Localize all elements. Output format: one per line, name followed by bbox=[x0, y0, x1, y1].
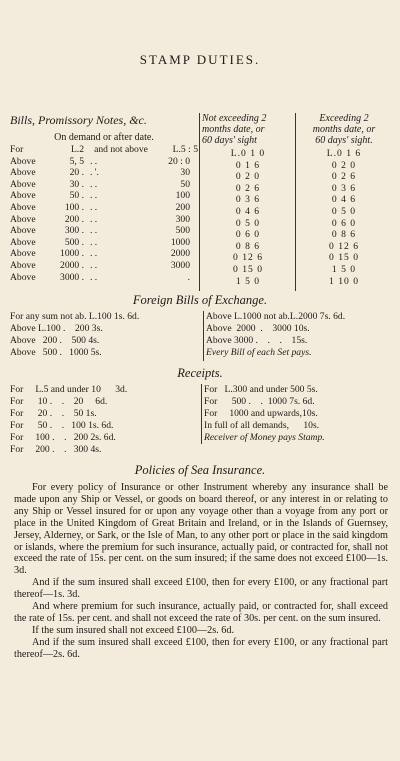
bills-row-dots: . . bbox=[90, 248, 98, 260]
insurance-paragraph: For every policy of Insurance or other Instrument whereby any insurance shall be made upon any Ship or Vessel, or goods on board thereof, or any interest in or relating to any Ship or Vessel insured for or upon any voyage other than a voyage from any port or place in the United Kingdom of Great Britain and Ireland, or in the Islands of Guernsey, Jersey, Alderney, or Sark, or the Isle of Man, to any other port or place in the said kingdom or islands, where the premium for such insurance, actually paid, or contracted for, shall not exceed the rate of 15s. per cent. on the sum insured; if the same does not exceed £100—1s. 3d. bbox=[14, 482, 388, 577]
bills-row-from: 200 . bbox=[64, 213, 84, 225]
bills-row-dots: . . bbox=[90, 155, 98, 167]
bills-row-label: Above bbox=[10, 248, 36, 260]
bills-row-dots: . . bbox=[90, 225, 98, 237]
duty-amount: 0 2 0 bbox=[331, 159, 357, 171]
bills-row bbox=[10, 190, 198, 202]
receipts-line: For 500 . . 1000 7s. 6d. bbox=[204, 396, 315, 407]
receipts-line: In full of all demands, 10s. bbox=[204, 420, 320, 431]
duty-amount: 0 3 6 bbox=[235, 194, 261, 206]
bills-row-dots: . . bbox=[90, 271, 98, 283]
duty-amount: 0 5 0 bbox=[331, 205, 357, 217]
duty-amount: 0 1 6 bbox=[235, 159, 261, 171]
duty-amount: 0 6 0 bbox=[331, 217, 357, 229]
bills-row-from: 20 . bbox=[69, 167, 84, 179]
duty-amount: 0 4 6 bbox=[235, 205, 261, 217]
receipts-line: Receiver of Money pays Stamp. bbox=[204, 432, 325, 443]
bills-row-label: Above bbox=[10, 225, 36, 237]
bills-row-from: 3000 . bbox=[60, 271, 84, 283]
receipts-line: For L.300 and under 500 5s. bbox=[204, 384, 318, 395]
bills-row-label: Above bbox=[10, 178, 36, 190]
exceeding-header-2: months date, or bbox=[312, 124, 376, 135]
bills-row-to: 200 bbox=[175, 201, 190, 213]
bills-col-header: For L.2 and not above L.5 : 5 bbox=[10, 144, 198, 155]
exceeding-column bbox=[298, 113, 390, 287]
duty-amount: L.0 1 6 bbox=[326, 148, 362, 159]
foreign-bills-line: For any sum not ab. L.100 1s. 6d. bbox=[10, 311, 140, 322]
bills-row bbox=[10, 248, 198, 260]
foreign-bills-line: Above 200 . 500 4s. bbox=[10, 335, 100, 346]
exceeding-values bbox=[298, 148, 390, 287]
foreign-bills-left bbox=[10, 311, 202, 359]
bills-row-to: . bbox=[187, 271, 190, 283]
bills-row-label: Above bbox=[10, 213, 36, 225]
column-divider bbox=[295, 113, 296, 291]
bills-row-from: 1000 . bbox=[60, 248, 84, 260]
receipts-line: For 100 . . 200 2s. 6d. bbox=[10, 432, 116, 443]
bills-row-to: 20 : 0 bbox=[168, 155, 190, 167]
duty-amount: 0 12 6 bbox=[233, 252, 263, 264]
column-divider bbox=[199, 113, 200, 291]
bills-row-label: Above bbox=[10, 167, 36, 179]
bills-row bbox=[10, 272, 198, 284]
duty-amount: 0 2 0 bbox=[235, 171, 261, 183]
receipts-line: For 20 . . 50 1s. bbox=[10, 408, 97, 419]
bills-row-from: 30 . bbox=[69, 178, 84, 190]
bills-row-from: 50 . bbox=[69, 190, 84, 202]
bills-row-dots: . . bbox=[90, 213, 98, 225]
bills-row-label: Above bbox=[10, 271, 36, 283]
duty-amount: 0 12 6 bbox=[329, 240, 359, 252]
column-divider bbox=[201, 384, 202, 444]
bills-row bbox=[10, 202, 198, 214]
foreign-bills-line: Above 2000 . 3000 10s. bbox=[206, 323, 310, 334]
foreign-bills-line: Above 500 . 1000 5s. bbox=[10, 347, 102, 358]
foreign-bills-line: Above L.1000 not ab.L.2000 7s. 6d. bbox=[206, 311, 346, 322]
bills-row bbox=[10, 260, 198, 272]
bills-rows bbox=[10, 156, 198, 284]
insurance-text bbox=[14, 482, 388, 661]
receipts-right bbox=[204, 384, 390, 444]
bills-row bbox=[10, 237, 198, 249]
bills-row-dots: . . bbox=[90, 190, 98, 202]
duty-amount: 1 10 0 bbox=[329, 275, 359, 287]
duty-amount: 0 3 6 bbox=[331, 182, 357, 194]
not-exceeding-column bbox=[202, 113, 294, 287]
insurance-paragraph: And if the sum insured shall exceed £100, then for every £100, or any fractional part thereof—2s. 6d. bbox=[14, 636, 388, 660]
bills-row-to: 30 bbox=[180, 167, 190, 179]
bills-row-label: Above bbox=[10, 201, 36, 213]
exceeding-header-1: Exceeding 2 bbox=[319, 113, 369, 124]
duty-amount: 0 8 6 bbox=[235, 240, 261, 252]
foreign-bills-line: Above L.100 . 200 3s. bbox=[10, 323, 103, 334]
bills-row-label: Above bbox=[10, 155, 36, 167]
bills-row-from: 500 . bbox=[64, 236, 84, 248]
foreign-bills-line: Above 3000 . . . 15s. bbox=[206, 335, 308, 346]
duty-amount: 0 8 6 bbox=[331, 229, 357, 241]
bills-row-from: 100 . bbox=[64, 201, 84, 213]
not-exceeding-header-1: Not exceeding 2 bbox=[202, 113, 267, 124]
duty-amount: 0 5 0 bbox=[235, 217, 261, 229]
exceeding-header-3: 60 days' sight. bbox=[315, 135, 373, 146]
bills-heading: Bills, Promissory Notes, &c. bbox=[10, 113, 147, 127]
bills-row-from: 300 . bbox=[64, 225, 84, 237]
bills-amount-column bbox=[10, 113, 198, 283]
bills-row-to: 1000 bbox=[170, 236, 190, 248]
receipts-line: For 200 . . 300 4s. bbox=[10, 444, 102, 455]
duty-amount: 1 5 0 bbox=[331, 263, 357, 275]
bills-row bbox=[10, 167, 198, 179]
duty-amount: L.0 1 0 bbox=[230, 148, 266, 159]
bills-table bbox=[10, 113, 390, 291]
bills-row-dots: . . bbox=[90, 259, 98, 271]
insurance-paragraph: And if the sum insured shall exceed £100, then for every £100, or any fractional part thereof—1s. 3d. bbox=[14, 577, 388, 601]
bills-row-from: 5, 5 bbox=[69, 155, 84, 167]
bills-row-label: Above bbox=[10, 236, 36, 248]
bills-row-to: 100 bbox=[175, 190, 190, 202]
not-exceeding-values bbox=[202, 148, 294, 287]
bills-row-to: 3000 bbox=[170, 259, 190, 271]
column-divider bbox=[203, 311, 204, 361]
insurance-paragraph: And where premium for such insurance, actually paid, or contracted for, shall exceed the rate of 15s. per cent. and shall not exceed the rate of 30s. per cent. on the sum insured. bbox=[14, 601, 388, 624]
bills-row-from: 2000 . bbox=[60, 259, 84, 271]
bills-row bbox=[10, 214, 198, 226]
insurance-paragraph: If the sum insured shall not exceed £100—2s. 6d. bbox=[32, 624, 235, 636]
bills-row-to: 500 bbox=[175, 225, 190, 237]
foreign-bills-heading: Foreign Bills of Exchange. bbox=[132, 293, 268, 307]
not-exceeding-header-3: 60 days' sight bbox=[202, 135, 257, 146]
bills-row-label: Above bbox=[10, 190, 36, 202]
duty-amount: 0 2 6 bbox=[235, 182, 261, 194]
duty-amount: 0 15 0 bbox=[329, 252, 359, 264]
duty-amount: 0 15 0 bbox=[233, 263, 263, 275]
bills-row-dots: . '. bbox=[90, 167, 99, 179]
receipts-left bbox=[10, 384, 200, 456]
receipts-line: For L.5 and under 10 3d. bbox=[10, 384, 128, 395]
bills-subheading: On demand or after date. bbox=[54, 132, 154, 143]
bills-row bbox=[10, 156, 198, 168]
receipts-line: For 10 . . 20 6d. bbox=[10, 396, 108, 407]
bills-row-dots: . . bbox=[90, 201, 98, 213]
insurance-heading: Policies of Sea Insurance. bbox=[134, 463, 266, 477]
receipts-line: For 50 . . 100 1s. 6d. bbox=[10, 420, 114, 431]
duty-amount: 0 2 6 bbox=[331, 171, 357, 183]
bills-row-label: Above bbox=[10, 259, 36, 271]
duty-amount: 1 5 0 bbox=[235, 275, 261, 287]
receipts-heading: Receipts. bbox=[177, 366, 223, 380]
duty-amount: 0 4 6 bbox=[331, 194, 357, 206]
bills-row-dots: . . bbox=[90, 178, 98, 190]
page-title: STAMP DUTIES. bbox=[139, 52, 261, 67]
bills-row bbox=[10, 179, 198, 191]
receipts-line: For 1000 and upwards,10s. bbox=[204, 408, 318, 419]
bills-row bbox=[10, 225, 198, 237]
not-exceeding-header-2: months date, or bbox=[202, 124, 265, 135]
duty-amount: 0 6 0 bbox=[235, 229, 261, 241]
bills-row-dots: . . bbox=[90, 236, 98, 248]
foreign-bills-right bbox=[206, 311, 392, 359]
foreign-bills-line: Every Bill of each Set pays. bbox=[206, 347, 312, 358]
bills-row-to: 2000 bbox=[170, 248, 190, 260]
bills-row-to: 300 bbox=[175, 213, 190, 225]
bills-row-to: 50 bbox=[180, 178, 190, 190]
